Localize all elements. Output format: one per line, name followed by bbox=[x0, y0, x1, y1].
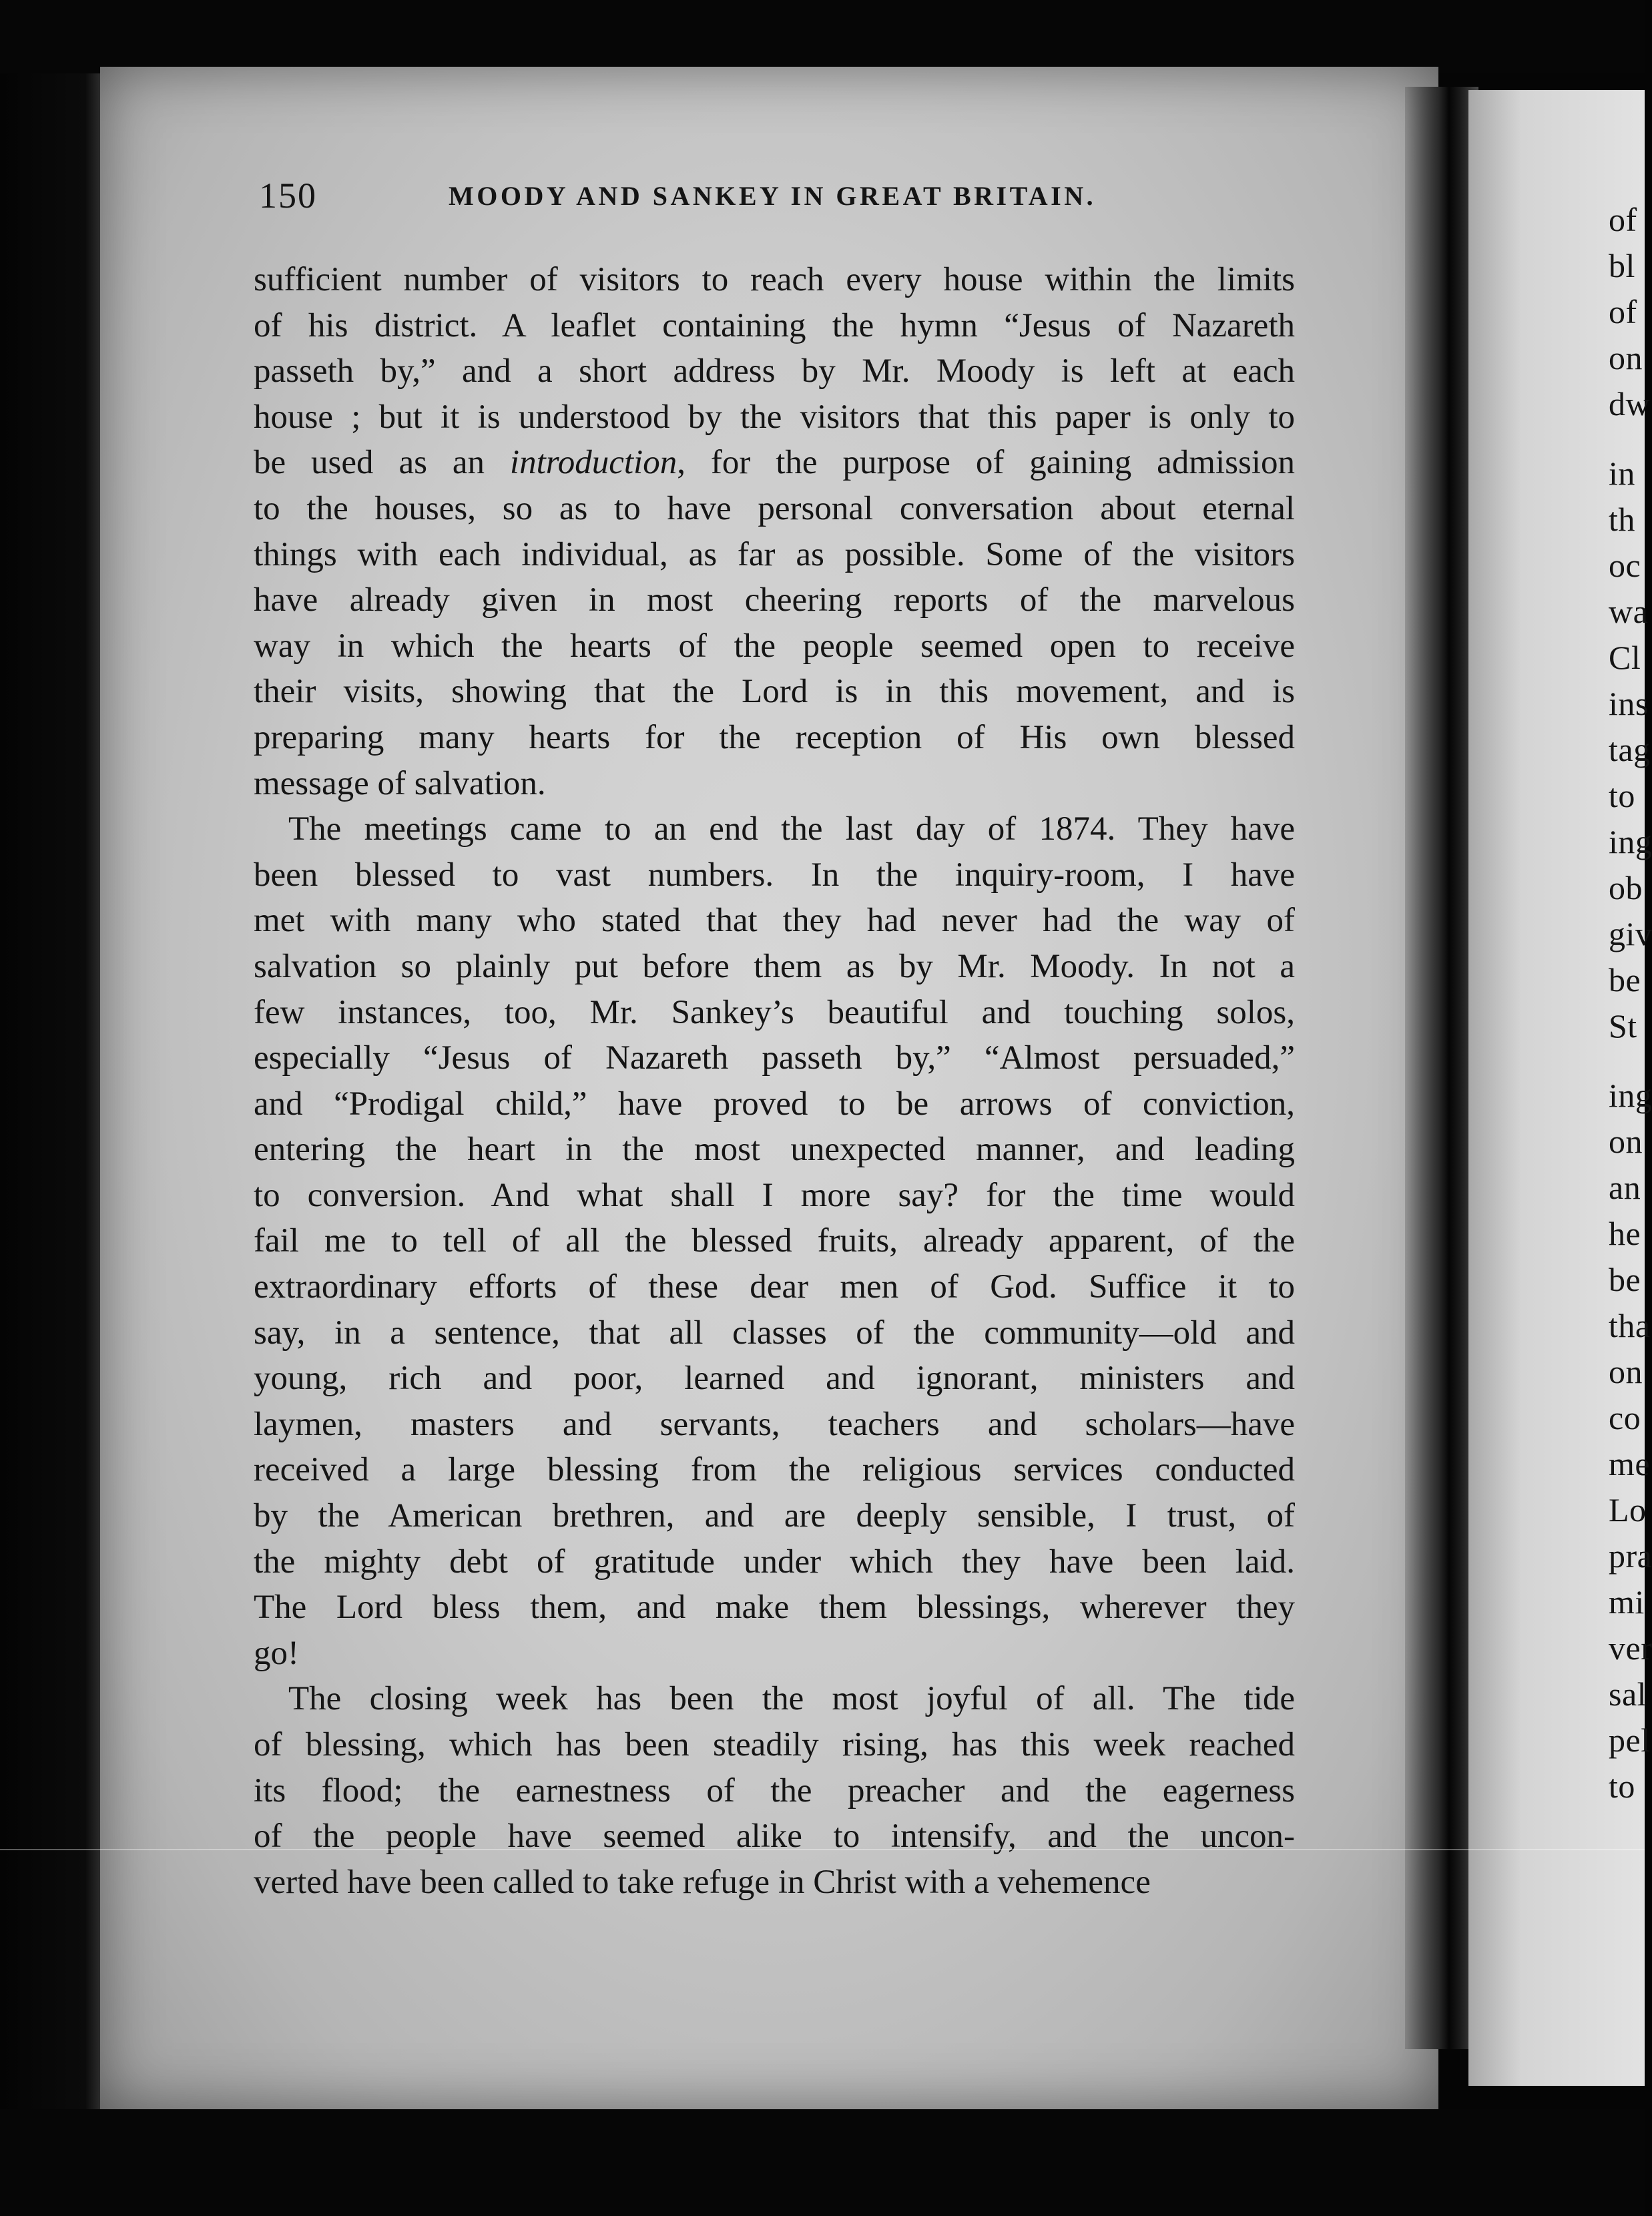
text-line: of his district. A leaflet containing the hymn “Jesus of Nazareth bbox=[254, 306, 1295, 344]
text-line: message of salvation. bbox=[254, 764, 546, 802]
text-line: The meetings came to an end the last day of 1874. They have bbox=[288, 810, 1295, 848]
text-line: of blessing, which has been steadily rising, has this week reached bbox=[254, 1726, 1295, 1763]
adjacent-page-fragment: be bbox=[1609, 961, 1641, 999]
text-line: met with many who stated that they had never had the way of bbox=[254, 902, 1295, 940]
adjacent-page-fragment: be bbox=[1609, 1261, 1641, 1298]
adjacent-page-fragment: dw bbox=[1609, 385, 1651, 423]
text-line: preparing many hearts for the reception of His own blessed bbox=[254, 718, 1295, 756]
text-line: house ; but it is understood by the visitors that this paper is only to bbox=[254, 398, 1295, 436]
running-title: MOODY AND SANKEY IN GREAT BRITAIN. bbox=[449, 181, 1097, 211]
text-line: and “Prodigal child,” have proved to be arrows of conviction, bbox=[254, 1085, 1295, 1123]
adjacent-page-fragment: ins bbox=[1609, 685, 1649, 722]
text-line: way in which the hearts of the people seemed open to receive bbox=[254, 627, 1295, 665]
text-line: extraordinary efforts of these dear men of God. Suffice it to bbox=[254, 1268, 1295, 1306]
text-line: say, in a sentence, that all classes of the community—old and bbox=[254, 1314, 1295, 1352]
text-line: go! bbox=[254, 1634, 299, 1672]
adjacent-page-fragment: sal bbox=[1609, 1675, 1647, 1713]
text-line: few instances, too, Mr. Sankey’s beautiful and touching solos, bbox=[254, 993, 1295, 1031]
adjacent-page-fragment: ver bbox=[1609, 1629, 1652, 1667]
adjacent-page-fragment: of bbox=[1609, 293, 1637, 330]
adjacent-page-fragment: to bbox=[1609, 1767, 1635, 1805]
adjacent-page-fragment: th bbox=[1609, 501, 1635, 538]
adjacent-page-fragment: co bbox=[1609, 1399, 1641, 1436]
text-line: sufficient number of visitors to reach every house within the limits bbox=[254, 261, 1295, 298]
adjacent-page-fragment: pra bbox=[1609, 1537, 1652, 1575]
text-line: been blessed to vast numbers. In the inquiry-room, I have bbox=[254, 856, 1295, 894]
text-line: its flood; the earnestness of the preacher and the eagerness bbox=[254, 1771, 1295, 1810]
text-line: entering the heart in the most unexpected manner, and leading bbox=[254, 1131, 1295, 1169]
top-film-border bbox=[0, 0, 1645, 73]
text-line: things with each individual, as far as possible. Some of the visitors bbox=[254, 535, 1295, 573]
adjacent-page-fragment: an bbox=[1609, 1169, 1641, 1206]
adjacent-page-fragment: of bbox=[1609, 201, 1637, 238]
adjacent-page-fragment: mi bbox=[1609, 1583, 1645, 1621]
adjacent-page-fragment: Cl bbox=[1609, 639, 1641, 676]
text-line: verted have been called to take refuge in Christ with a vehemence bbox=[254, 1863, 1151, 1901]
adjacent-page-fragment: on bbox=[1609, 1123, 1643, 1160]
adjacent-page bbox=[1468, 90, 1652, 2086]
adjacent-page-fragment: ing bbox=[1609, 823, 1652, 860]
adjacent-page-fragment: ing bbox=[1609, 1077, 1652, 1114]
text-line: fail me to tell of all the blessed fruits, already apparent, of the bbox=[254, 1222, 1295, 1260]
text-line: young, rich and poor, learned and ignorant, ministers and bbox=[254, 1360, 1295, 1398]
left-film-border bbox=[0, 0, 100, 2216]
adjacent-page-fragment: giv bbox=[1609, 915, 1652, 952]
adjacent-page-fragment: to bbox=[1609, 777, 1635, 814]
body-text bbox=[254, 257, 1295, 1905]
text-line: especially “Jesus of Nazareth passeth by,” “Almost persuaded,” bbox=[254, 1039, 1295, 1077]
bottom-film-border bbox=[0, 2109, 1645, 2216]
text-line: to conversion. And what shall I more say? for the time would bbox=[254, 1176, 1295, 1214]
text-line: The Lord bless them, and make them blessings, wherever they bbox=[254, 1589, 1295, 1627]
adjacent-page-fragment: on bbox=[1609, 1353, 1643, 1390]
text-line: The closing week has been the most joyful of all. The tide bbox=[288, 1680, 1295, 1718]
text-line: to the houses, so as to have personal conversation about eternal bbox=[254, 489, 1295, 527]
text-line: received a large blessing from the religious services conducted bbox=[254, 1451, 1295, 1489]
adjacent-page-fragment: bl bbox=[1609, 247, 1635, 284]
page-number: 150 bbox=[259, 176, 317, 216]
text-line: their visits, showing that the Lord is in this movement, and is bbox=[254, 673, 1295, 711]
adjacent-page-fragment: in bbox=[1609, 455, 1635, 492]
scan-artifact-line bbox=[0, 1849, 1645, 1850]
text-line: by the American brethren, and are deeply sensible, I trust, of bbox=[254, 1497, 1295, 1535]
text-line: of the people have seemed alike to intensify, and the uncon- bbox=[254, 1818, 1295, 1856]
text-line: the mighty debt of gratitude under which they have been laid. bbox=[254, 1543, 1295, 1581]
adjacent-page-fragment: pel bbox=[1609, 1721, 1651, 1759]
text-line: be used as an introduction, for the purpose of gaining admission bbox=[254, 444, 1295, 482]
adjacent-page-fragment: oc bbox=[1609, 547, 1641, 584]
adjacent-page-fragment: tag bbox=[1609, 731, 1651, 768]
text-line: laymen, masters and servants, teachers and scholars—have bbox=[254, 1405, 1295, 1443]
adjacent-page-fragment: Lo bbox=[1609, 1491, 1647, 1529]
text-line: salvation so plainly put before them as by Mr. Moody. In not a bbox=[254, 947, 1295, 985]
adjacent-page-fragment: St bbox=[1609, 1007, 1637, 1045]
text-line: passeth by,” and a short address by Mr. Moody is left at each bbox=[254, 352, 1295, 390]
book-gutter bbox=[1405, 87, 1478, 2049]
adjacent-page-fragment: he bbox=[1609, 1215, 1641, 1252]
text-line: have already given in most cheering reports of the marvelous bbox=[254, 581, 1295, 619]
adjacent-page-fragment: on bbox=[1609, 339, 1643, 376]
adjacent-page-fragment: ob bbox=[1609, 869, 1643, 906]
adjacent-page-fragment: wa bbox=[1609, 593, 1649, 630]
adjacent-page-fragment: me bbox=[1609, 1445, 1651, 1482]
adjacent-page-fragment: tha bbox=[1609, 1307, 1651, 1344]
